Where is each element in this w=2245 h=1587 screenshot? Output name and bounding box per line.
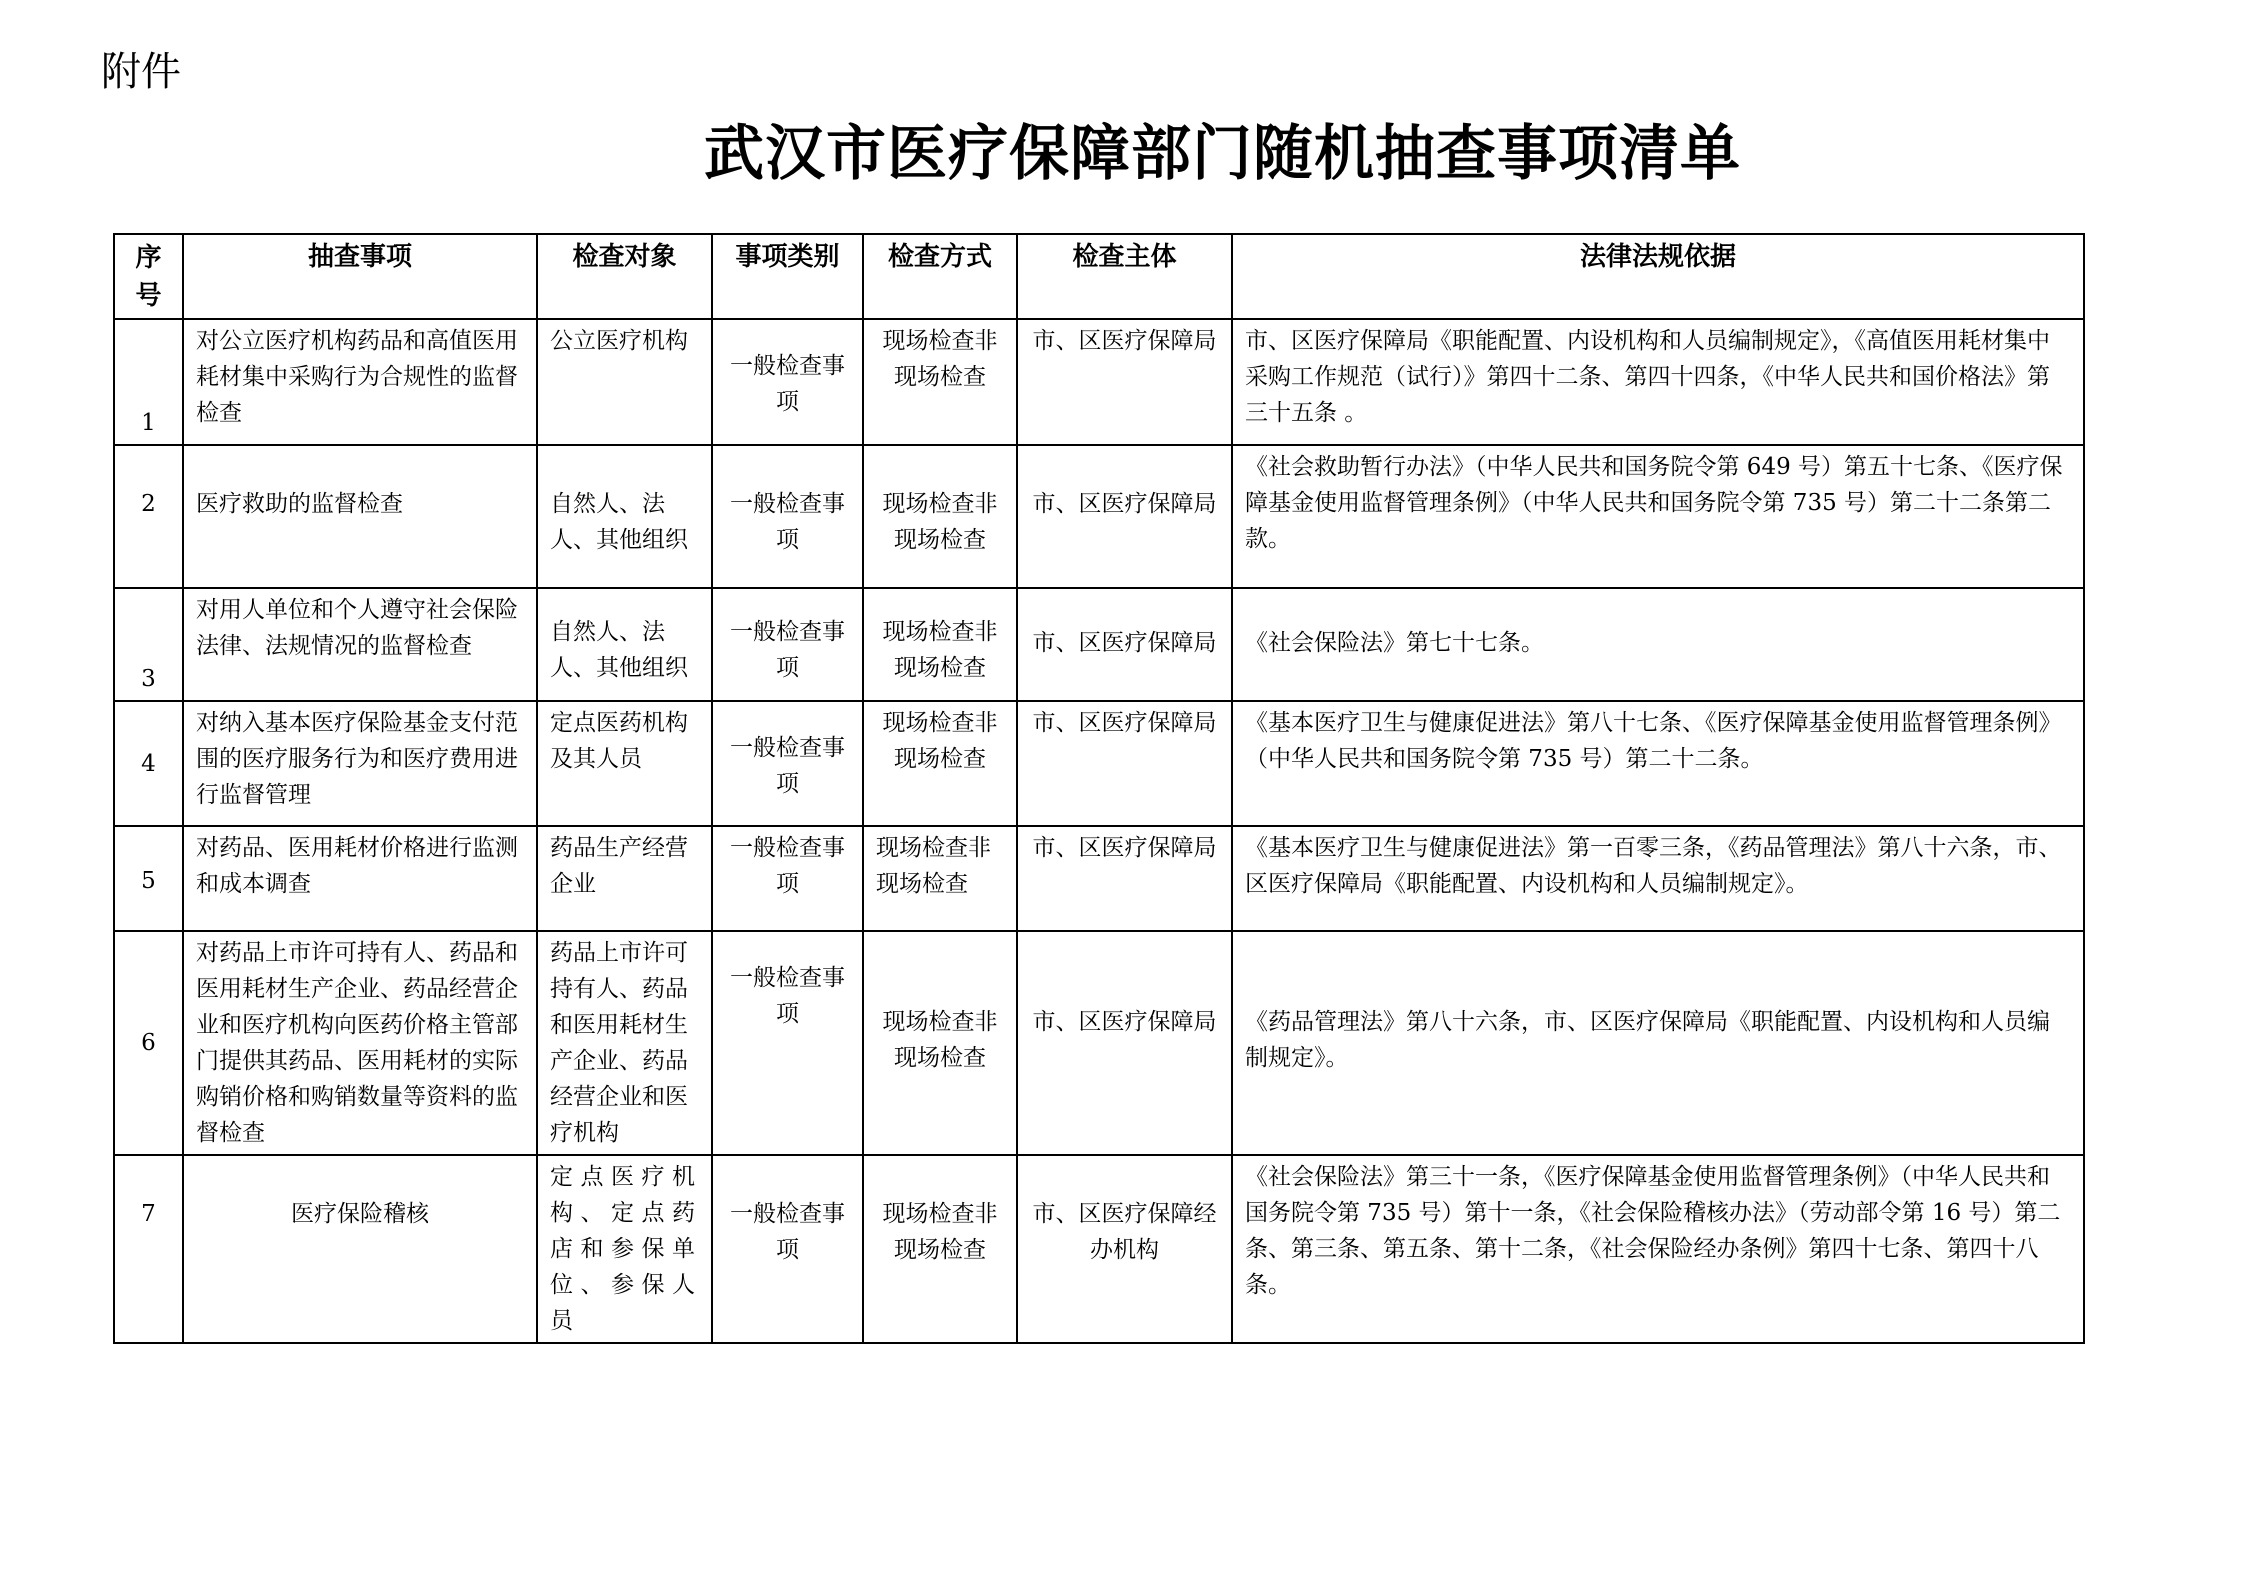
row-target: 自然人、法人、其他组织 <box>537 445 712 588</box>
row-target: 药品生产经营企业 <box>537 826 712 931</box>
row-item: 对药品、医用耗材价格进行监测和成本调查 <box>183 826 537 931</box>
row-category: 一般检查事项 <box>712 826 863 931</box>
table-row <box>114 319 2084 445</box>
row-law: 《基本医疗卫生与健康促进法》第八十七条、《医疗保障基金使用监督管理条例》（中华人民共和国务院令第 735 号）第二十二条。 <box>1232 701 2084 826</box>
row-target: 定点医疗机构、定点药店和参保单位、参保人员 <box>537 1155 712 1343</box>
header-category: 事项类别 <box>712 234 863 319</box>
row-subject: 市、区医疗保障局 <box>1017 319 1232 445</box>
table-row <box>114 931 2084 1155</box>
document-title: 武汉市医疗保障部门随机抽查事项清单 <box>704 119 1741 189</box>
header-law: 法律法规依据 <box>1232 234 2084 319</box>
row-item: 医疗保险稽核 <box>183 1155 537 1343</box>
attachment-label: 附件 <box>101 49 181 95</box>
row-target: 定点医药机构及其人员 <box>537 701 712 826</box>
header-item: 抽查事项 <box>183 234 537 319</box>
row-target: 自然人、法人、其他组织 <box>537 588 712 701</box>
row-method: 现场检查非现场检查 <box>863 1155 1017 1343</box>
row-category: 一般检查事项 <box>712 588 863 701</box>
header-seq: 序号 <box>114 234 183 319</box>
row-item: 医疗救助的监督检查 <box>183 445 537 588</box>
table-row <box>114 588 2084 701</box>
row-method: 现场检查非现场检查 <box>863 826 1017 931</box>
row-item: 对公立医疗机构药品和高值医用耗材集中采购行为合规性的监督检查 <box>183 319 537 445</box>
header-target: 检查对象 <box>537 234 712 319</box>
row-category: 一般检查事项 <box>712 445 863 588</box>
row-seq: 2 <box>114 445 183 588</box>
row-subject: 市、区医疗保障局 <box>1017 588 1232 701</box>
row-method: 现场检查非现场检查 <box>863 588 1017 701</box>
row-law: 《社会保险法》第七十七条。 <box>1232 588 2084 701</box>
row-subject: 市、区医疗保障经办机构 <box>1017 1155 1232 1343</box>
row-category: 一般检查事项 <box>712 319 863 445</box>
row-subject: 市、区医疗保障局 <box>1017 445 1232 588</box>
row-law: 《社会保险法》第三十一条，《医疗保障基金使用监督管理条例》（中华人民共和国务院令第 735 号）第十一条，《社会保险稽核办法》（劳动部令第 16 号）第二条、第三条、第五条、第十二条，《社会保险经办条例》第四十七条、第四十八条。 <box>1232 1155 2084 1343</box>
row-category: 一般检查事项 <box>712 931 863 1155</box>
row-item: 对药品上市许可持有人、药品和医用耗材生产企业、药品经营企业和医疗机构向医药价格主管部门提供其药品、医用耗材的实际购销价格和购销数量等资料的监督检查 <box>183 931 537 1155</box>
row-method: 现场检查非现场检查 <box>863 701 1017 826</box>
row-law: 《基本医疗卫生与健康促进法》第一百零三条，《药品管理法》第八十六条，市、区医疗保障局《职能配置、内设机构和人员编制规定》。 <box>1232 826 2084 931</box>
row-target: 公立医疗机构 <box>537 319 712 445</box>
table-row <box>114 445 2084 588</box>
row-law: 《药品管理法》第八十六条，市、区医疗保障局《职能配置、内设机构和人员编制规定》。 <box>1232 931 2084 1155</box>
row-seq: 5 <box>114 826 183 931</box>
row-seq: 3 <box>114 588 183 701</box>
row-law: 市、区医疗保障局《职能配置、内设机构和人员编制规定》，《高值医用耗材集中采购工作规范（试行）》第四十二条、第四十四条，《中华人民共和国价格法》第三十五条 。 <box>1232 319 2084 445</box>
row-subject: 市、区医疗保障局 <box>1017 826 1232 931</box>
row-seq: 7 <box>114 1155 183 1343</box>
row-seq: 4 <box>114 701 183 826</box>
row-method: 现场检查非现场检查 <box>863 931 1017 1155</box>
table-row <box>114 701 2084 826</box>
row-target: 药品上市许可持有人、药品和医用耗材生产企业、药品经营企业和医疗机构 <box>537 931 712 1155</box>
row-method: 现场检查非现场检查 <box>863 445 1017 588</box>
table-row <box>114 826 2084 931</box>
inspection-table <box>113 233 2085 1344</box>
row-item: 对纳入基本医疗保险基金支付范围的医疗服务行为和医疗费用进行监督管理 <box>183 701 537 826</box>
row-law: 《社会救助暂行办法》（中华人民共和国务院令第 649 号）第五十七条、《医疗保障基金使用监督管理条例》（中华人民共和国务院令第 735 号）第二十二条第二款。 <box>1232 445 2084 588</box>
row-category: 一般检查事项 <box>712 1155 863 1343</box>
row-item: 对用人单位和个人遵守社会保险法律、法规情况的监督检查 <box>183 588 537 701</box>
row-category: 一般检查事项 <box>712 701 863 826</box>
table-row <box>114 1155 2084 1343</box>
header-subject: 检查主体 <box>1017 234 1232 319</box>
header-method: 检查方式 <box>863 234 1017 319</box>
row-seq: 1 <box>114 319 183 445</box>
table-header-row <box>114 234 2084 319</box>
row-method: 现场检查非现场检查 <box>863 319 1017 445</box>
row-subject: 市、区医疗保障局 <box>1017 701 1232 826</box>
row-subject: 市、区医疗保障局 <box>1017 931 1232 1155</box>
row-seq: 6 <box>114 931 183 1155</box>
